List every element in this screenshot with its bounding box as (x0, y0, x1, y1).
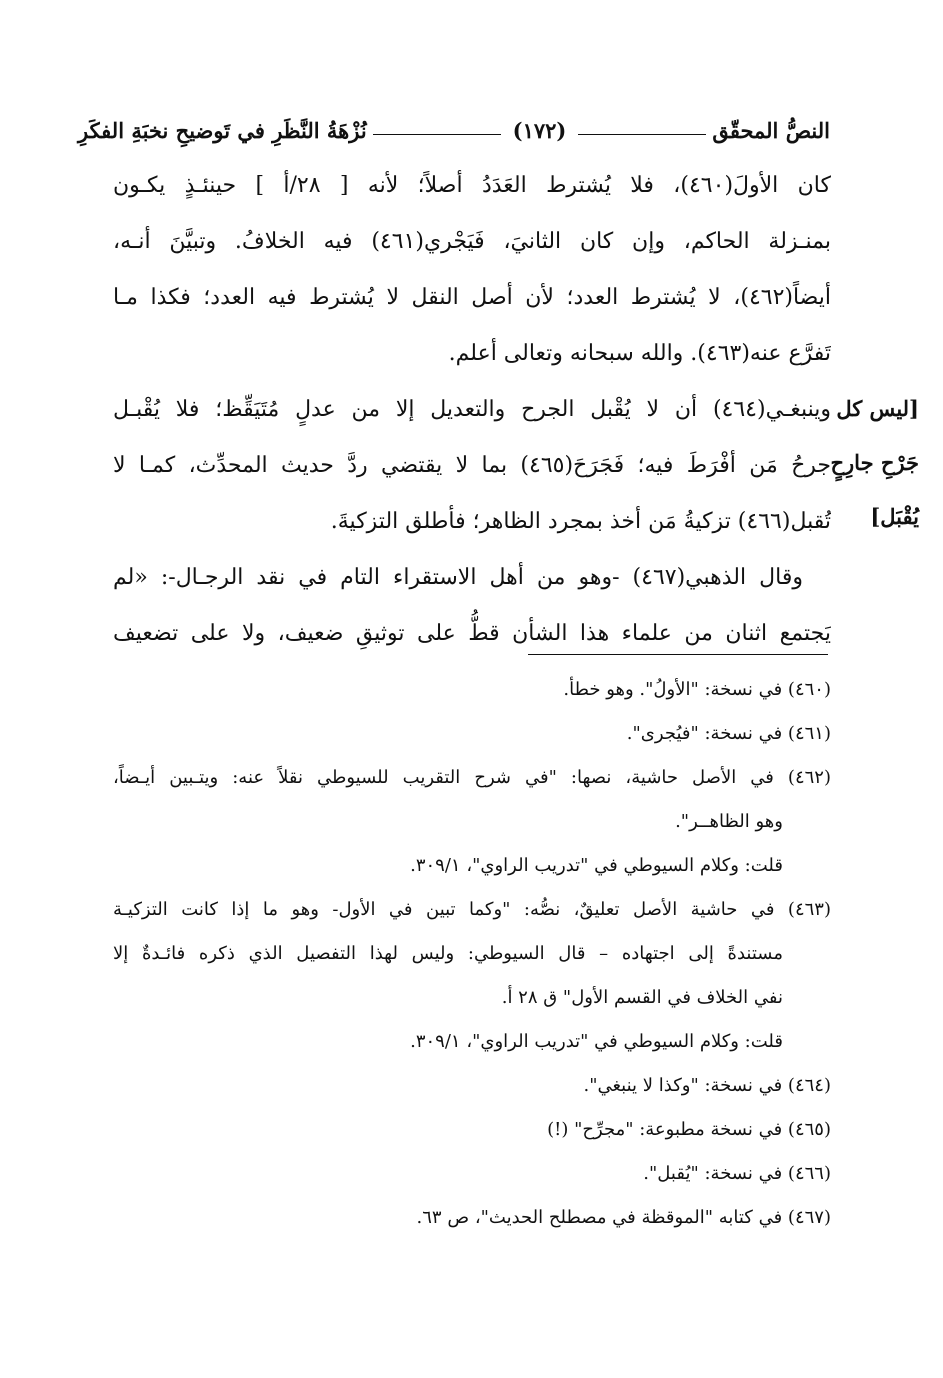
page-number: (١٧٢) (512, 117, 567, 143)
footnote-continuation: مستندةً إلى اجتهاده – قال السيوطي: وليس لهذا التفصيل الذي ذكره فائـدةٌ إلا (113, 943, 783, 964)
text-line: تُقبل(٤٦٦) تزكيةُ مَن أخذ بمجرد الظاهر؛ فأطلق التزكيةَ. (330, 509, 831, 534)
text-line: أيضاً(٤٦٢)، لا يُشترط العدد؛ لأن أصل النقل لا يُشترط فيه العدد؛ فكذا مـا (113, 285, 831, 310)
footnote-continuation: وهو الظاهــر". (675, 811, 783, 832)
footnote: (٤٦٣) في حاشية الأصل تعليقٌ، نصُّه: "وكما تبين في الأول- وهو ما إذا كانت التزكيـة (113, 899, 831, 920)
text-line: وينبغـي(٤٦٤) أن لا يُقْبل الجرح والتعديل إلا من عدلٍ مُتَيَقِّظ؛ فلا يُقْبـل (113, 397, 831, 422)
margin-note-line3: يُقْبَل] (870, 504, 919, 529)
header-rule-left (373, 134, 501, 135)
page-header (78, 108, 830, 152)
footnote: (٤٦١) في نسخة: "فيُجرى". (626, 723, 831, 744)
footnote-remark: قلت: وكلام السيوطي في "تدريب الراوي"، ٣٠٩/١. (410, 1031, 783, 1052)
text-line: بمنـزلة الحاكم، وإن كان الثانيَ، فَيَجْري(٤٦١) فيه الخلافُ. وتبيَّنَ أنـه، (113, 229, 831, 254)
footnote-separator (528, 654, 828, 655)
header-section-title: النصُّ المحقّق (712, 117, 830, 143)
footnote: (٤٦٤) في نسخة: "وكذا لا ينبغي". (583, 1075, 831, 1096)
footnote: (٤٦٧) في كتابه "الموقظة في مصطلح الحديث"، ص ٦٣. (416, 1207, 831, 1228)
text-line: تَفرَّع عنه(٤٦٣). والله سبحانه وتعالى أعلم. (448, 341, 831, 366)
margin-note-line2: جَرْحِ جارِحٍ (830, 450, 919, 475)
footnote: (٤٦٦) في نسخة: "يُقبل". (643, 1163, 831, 1184)
footnote: (٤٦٢) في الأصل حاشية، نصها: "في شرح التقريب للسيوطي نقلاً عنه: ويتـبين أيـضاً، (113, 767, 831, 788)
header-rule-right (578, 134, 706, 135)
footnote-remark: قلت: وكلام السيوطي في "تدريب الراوي"، ٣٠٩/١. (410, 855, 783, 876)
footnotes (113, 668, 831, 1240)
text-line: يَجتمع اثنان من علماء هذا الشأن قطُّ على توثيقِ ضعيف، ولا على تضعيف (113, 621, 831, 646)
footnote: (٤٦٠) في نسخة: "الأولُ". وهو خطأ. (563, 679, 831, 700)
main-text (113, 158, 831, 662)
footnote: (٤٦٥) في نسخة مطبوعة: "مجرِّح" (!) (547, 1119, 831, 1140)
text-line: كان الأولَ(٤٦٠)، فلا يُشترط العَدَدُ أصلاً؛ لأنه [ ٢٨/أ ] حينئـذٍ يكـون (113, 173, 831, 198)
header-book-title: نُزْهَةُ النَّظَرِ في تَوضيحِ نخبَةِ الفكَرِ (77, 117, 367, 143)
text-line: جرحُ مَن أفْرَطَ فيه؛ فَجَرَحَ(٤٦٥) بما لا يقتضي ردَّ حديث المحدِّث، كمـا لا (113, 453, 831, 478)
text-line: وقال الذهبي(٤٦٧) -وهو من أهل الاستقراء التام في نقد الرجـال-: «لم (113, 565, 803, 590)
margin-note-line1: [ليس كل (836, 396, 919, 421)
footnote-continuation: نفي الخلاف في القسم الأول" ق ٢٨ أ. (501, 987, 783, 1008)
